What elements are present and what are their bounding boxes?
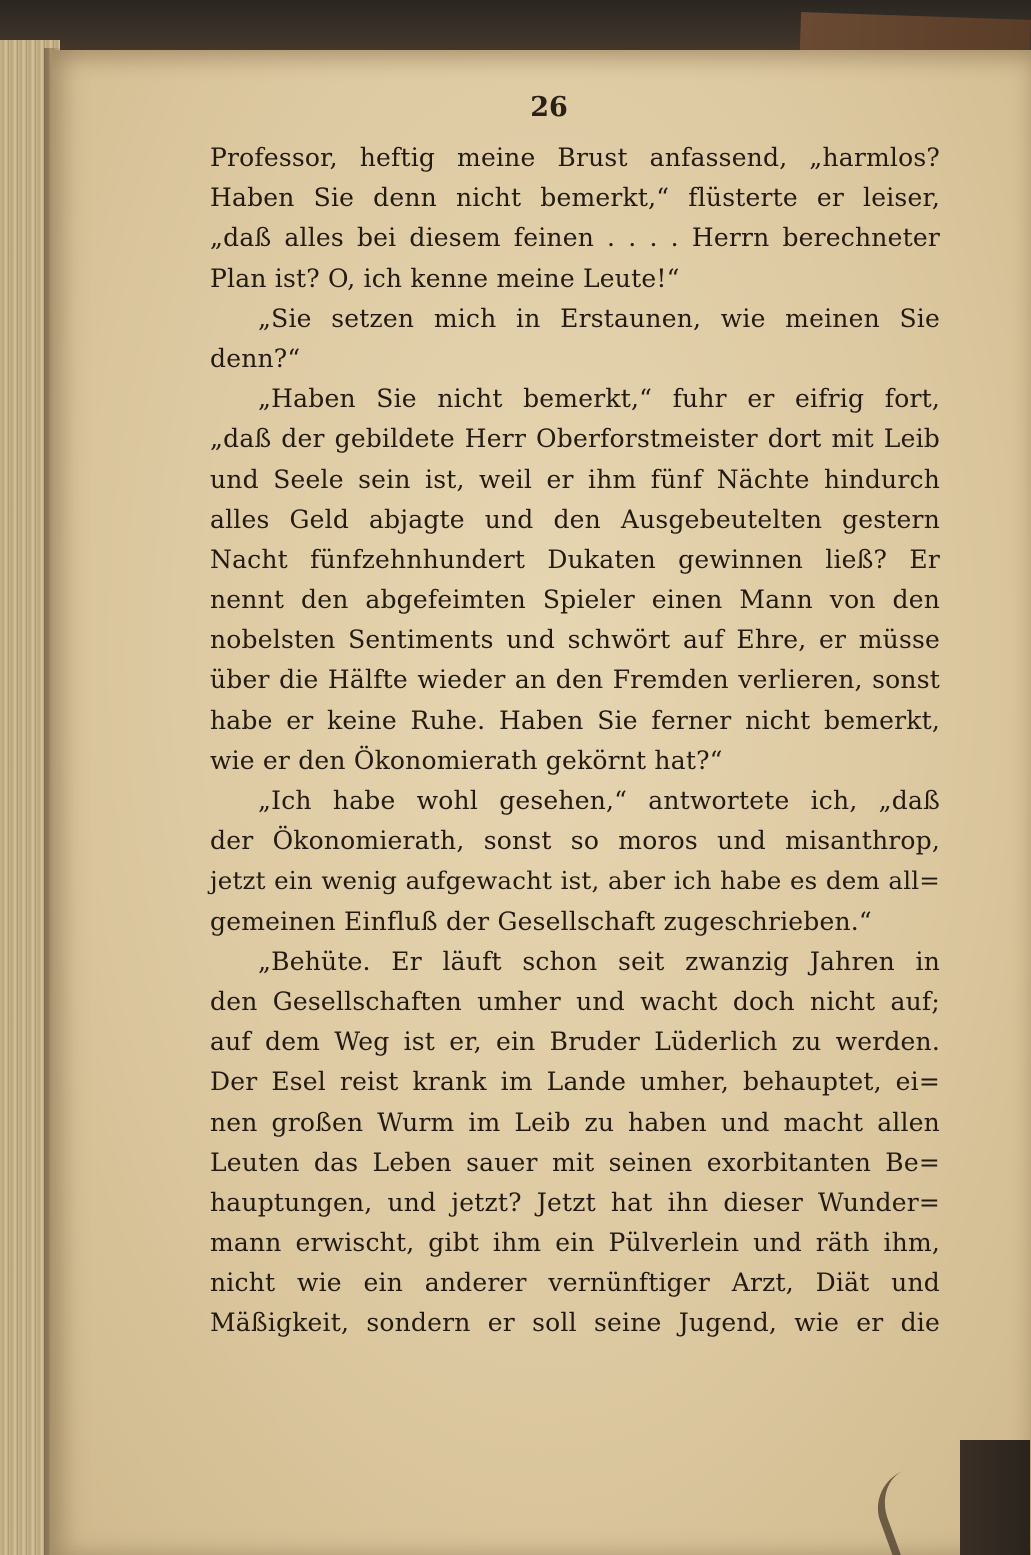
text-line: und Seele sein ist, weil er ihm fünf Nächte hindurch: [210, 464, 940, 494]
text-line: nennt den abgefeimten Spieler einen Mann von den: [210, 585, 940, 615]
page-number: 26: [530, 92, 568, 123]
text-line: hauptungen, und jetzt? Jetzt hat ihn dieser Wunder=: [210, 1187, 940, 1217]
text-line: „daß alles bei diesem feinen . . . . Herrn berechneter: [210, 223, 940, 253]
text-line: „Haben Sie nicht bemerkt,“ fuhr er eifrig fort,: [258, 384, 940, 414]
text-line: jetzt ein wenig aufgewacht ist, aber ich habe es dem all=: [210, 866, 940, 896]
text-line: „Ich habe wohl gesehen,“ antwortete ich, „daß: [258, 786, 940, 815]
text-line: nicht wie ein anderer vernünftiger Arzt, Diät und: [210, 1268, 940, 1298]
binding-edge: [960, 1440, 1030, 1555]
text-line: Der Esel reist krank im Lande umher, behauptet, ei=: [210, 1067, 940, 1097]
text-line: Plan ist? O, ich kenne meine Leute!“: [210, 263, 680, 293]
text-line: gemeinen Einfluß der Gesellschaft zugeschrieben.“: [210, 906, 872, 936]
text-line: Professor, heftig meine Brust anfassend, „harmlos?: [210, 143, 940, 172]
text-line: den Gesellschaften umher und wacht doch nicht auf;: [210, 986, 940, 1016]
text-line: auf dem Weg ist er, ein Bruder Lüderlich zu werden.: [210, 1027, 940, 1057]
text-line: „Behüte. Er läuft schon seit zwanzig Jahren in: [258, 946, 940, 976]
body-text: [210, 138, 940, 1344]
text-line: der Ökonomierath, sonst so moros und misanthrop,: [210, 826, 940, 856]
text-line: denn?“: [210, 343, 301, 373]
text-line: über die Hälfte wieder an den Fremden verlieren, sonst: [210, 665, 940, 695]
text-line: Leuten das Leben sauer mit seinen exorbitanten Be=: [210, 1147, 940, 1177]
text-line: nobelsten Sentiments und schwört auf Ehre, er müsse: [210, 625, 940, 655]
text-line: „daß der gebildete Herr Oberforstmeister dort mit Leib: [210, 424, 940, 454]
text-line: habe er keine Ruhe. Haben Sie ferner nicht bemerkt,: [210, 705, 940, 735]
text-line: alles Geld abjagte und den Ausgebeutelten gestern: [210, 504, 940, 534]
text-line: Nacht fünfzehnhundert Dukaten gewinnen ließ? Er: [210, 544, 940, 574]
text-line: mann erwischt, gibt ihm ein Pülverlein und räth ihm,: [210, 1228, 940, 1258]
text-line: „Sie setzen mich in Erstaunen, wie meinen Sie: [258, 303, 940, 333]
text-line: Haben Sie denn nicht bemerkt,“ flüsterte er leiser,: [210, 183, 940, 213]
text-line: nen großen Wurm im Leib zu haben und macht allen: [210, 1107, 940, 1137]
text-line: Mäßigkeit, sondern er soll seine Jugend, wie er die: [210, 1308, 940, 1338]
text-line: wie er den Ökonomierath gekörnt hat?“: [210, 745, 723, 775]
